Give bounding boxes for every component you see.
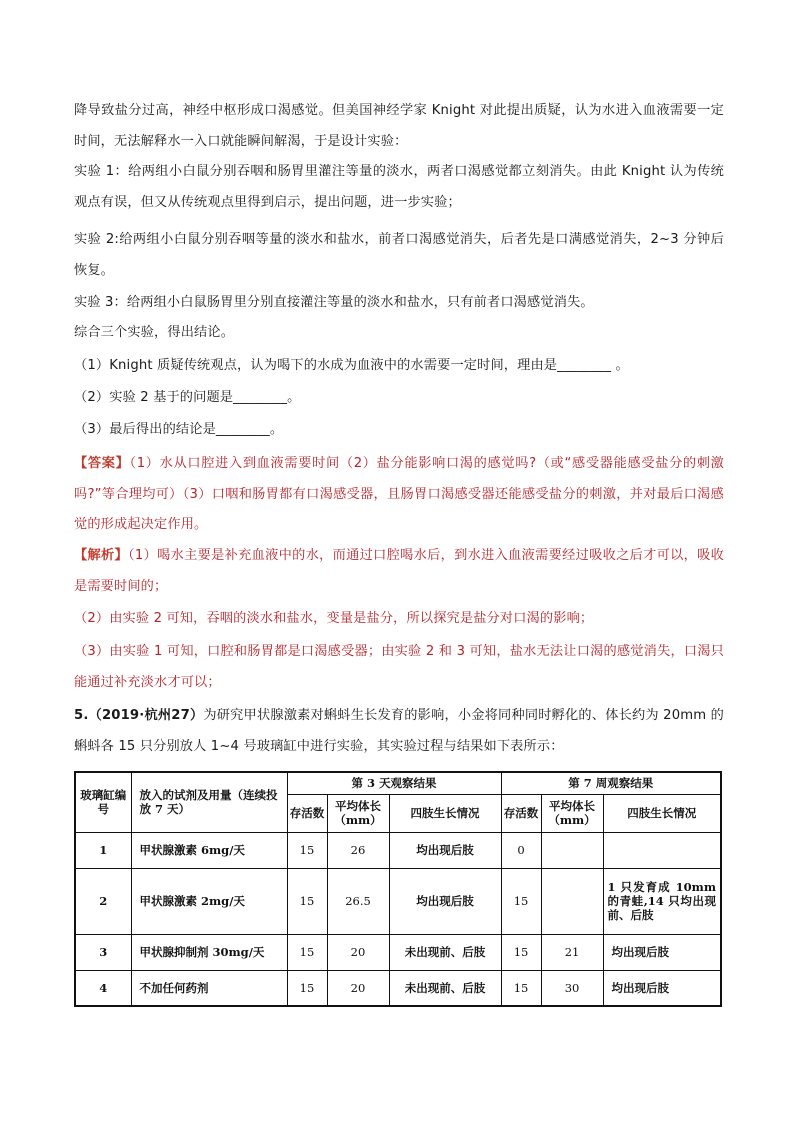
answer-text: （1）水从口腔进入到血液需要时间（2）盐分能影响口渴的感觉吗?（或“感受器能感受盐分的刺激吗?”等合理均可）（3）口咽和肠胃都有口渴感受器，且肠胃口渴感受器还能感受盐分的刺激，并对最后口渴感觉的形成起决定作用。 — [74, 456, 724, 532]
cell-survival-7: 15 — [501, 934, 541, 970]
analysis-line-3: （3）由实验 1 可知，口腔和肠胃都是口渴感受器；由实验 2 和 3 可知，盐水无法让口渴的感觉消失，口渴只能通过补充淡水才可以； — [74, 644, 724, 690]
paragraph-conclusion: 综合三个实验，得出结论。 — [74, 325, 235, 340]
question-2: （2）实验 2 基于的问题是________。 — [74, 390, 301, 405]
cell-limb-3: 均出现后肢 — [389, 832, 501, 868]
table-row — [75, 868, 721, 934]
cell-length-7 — [541, 868, 603, 934]
subheader-limb-3: 四肢生长情况 — [389, 794, 501, 832]
cell-length-7: 21 — [541, 934, 603, 970]
cell-limb-7: 均出现后肢 — [603, 970, 721, 1006]
answer-block — [74, 449, 724, 541]
subheader-survival-7: 存活数 — [501, 794, 541, 832]
header-week7: 第 7 周观察结果 — [501, 772, 721, 794]
cell-length-3: 20 — [327, 934, 389, 970]
question-5 — [74, 701, 724, 762]
paragraph-experiment-2: 实验 2:给两组小白鼠分别吞咽等量的淡水和盐水，前者口渴感觉消失，后者先是口满感觉消失，2~3 分钟后恢复。 — [74, 232, 724, 278]
question-1: （1）Knight 质疑传统观点，认为喝下的水成为血液中的水需要一定时间，理由是________ 。 — [74, 358, 629, 373]
cell-reagent: 甲状腺激素 6mg/天 — [131, 832, 287, 868]
cell-length-7 — [541, 832, 603, 868]
cell-id: 1 — [75, 832, 131, 868]
cell-length-3: 20 — [327, 970, 389, 1006]
question-5-text: 为研究甲状腺激素对蝌蚪生长发育的影响，小金将同种同时孵化的、体长约为 20mm 的蝌蚪各 15 只分别放人 1~4 号玻璃缸中进行实验，其实验过程与结果如下表所示： — [74, 708, 724, 754]
paragraph-intro: 降导致盐分过高，神经中枢形成口渴感觉。但美国神经学家 Knight 对此提出质疑，认为水进入血液需要一定时间，无法解释水一入口就能瞬间解渴，于是设计实验： — [74, 103, 724, 149]
header-tank: 玻璃缸编号 — [75, 772, 131, 832]
cell-length-3: 26.5 — [327, 868, 389, 934]
cell-reagent: 不加任何药剂 — [131, 970, 287, 1006]
table-header-row — [75, 772, 721, 794]
cell-length-7: 30 — [541, 970, 603, 1006]
cell-survival-3: 15 — [287, 832, 327, 868]
subheader-length-7: 平均体长（mm） — [541, 794, 603, 832]
cell-limb-7: 1 只发育成 10mm 的青蛙,14 只均出现前、后肢 — [603, 868, 721, 934]
cell-limb-3: 均出现后肢 — [389, 868, 501, 934]
analysis-block — [74, 541, 724, 602]
header-day3: 第 3 天观察结果 — [287, 772, 501, 794]
analysis-tag: 【解析】 — [74, 548, 129, 563]
experiment-table — [74, 771, 722, 1007]
cell-id: 4 — [75, 970, 131, 1006]
question-5-number: 5.（2019·杭州27） — [74, 708, 204, 723]
paragraph-experiment-1: 实验 1：给两组小白鼠分别吞咽和肠胃里灌注等量的淡水，两者口渴感觉都立刻消失。由此 Knight 认为传统观点有误，但又从传统观点里得到启示，提出问题，进一步实验； — [74, 164, 724, 210]
cell-limb-7 — [603, 832, 721, 868]
subheader-limb-7: 四肢生长情况 — [603, 794, 721, 832]
cell-limb-7: 均出现后肢 — [603, 934, 721, 970]
cell-survival-3: 15 — [287, 934, 327, 970]
cell-limb-3: 未出现前、后肢 — [389, 934, 501, 970]
cell-survival-7: 0 — [501, 832, 541, 868]
cell-survival-7: 15 — [501, 868, 541, 934]
cell-limb-3: 未出现前、后肢 — [389, 970, 501, 1006]
header-reagent: 放入的试剂及用量（连续投放 7 天） — [131, 772, 287, 832]
cell-reagent: 甲状腺抑制剂 30mg/天 — [131, 934, 287, 970]
cell-id: 3 — [75, 934, 131, 970]
analysis-text-1: （1）喝水主要是补充血液中的水，而通过口腔喝水后，到水进入血液需要经过吸收之后才可以，吸收是需要时间的； — [74, 548, 724, 594]
table-row — [75, 934, 721, 970]
cell-survival-3: 15 — [287, 970, 327, 1006]
subheader-survival-3: 存活数 — [287, 794, 327, 832]
cell-survival-3: 15 — [287, 868, 327, 934]
answer-tag: 【答案】 — [74, 456, 130, 471]
table-row — [75, 832, 721, 868]
cell-length-3: 26 — [327, 832, 389, 868]
question-3: （3）最后得出的结论是________。 — [74, 422, 284, 437]
subheader-length-3: 平均体长（mm） — [327, 794, 389, 832]
cell-reagent: 甲状腺激素 2mg/天 — [131, 868, 287, 934]
table-row — [75, 970, 721, 1006]
cell-id: 2 — [75, 868, 131, 934]
cell-survival-7: 15 — [501, 970, 541, 1006]
paragraph-experiment-3: 实验 3：给两组小白鼠肠胃里分别直接灌注等量的淡水和盐水，只有前者口渴感觉消失。 — [74, 295, 594, 310]
analysis-line-2: （2）由实验 2 可知，吞咽的淡水和盐水，变量是盐分，所以探究是盐分对口渴的影响； — [74, 611, 594, 626]
